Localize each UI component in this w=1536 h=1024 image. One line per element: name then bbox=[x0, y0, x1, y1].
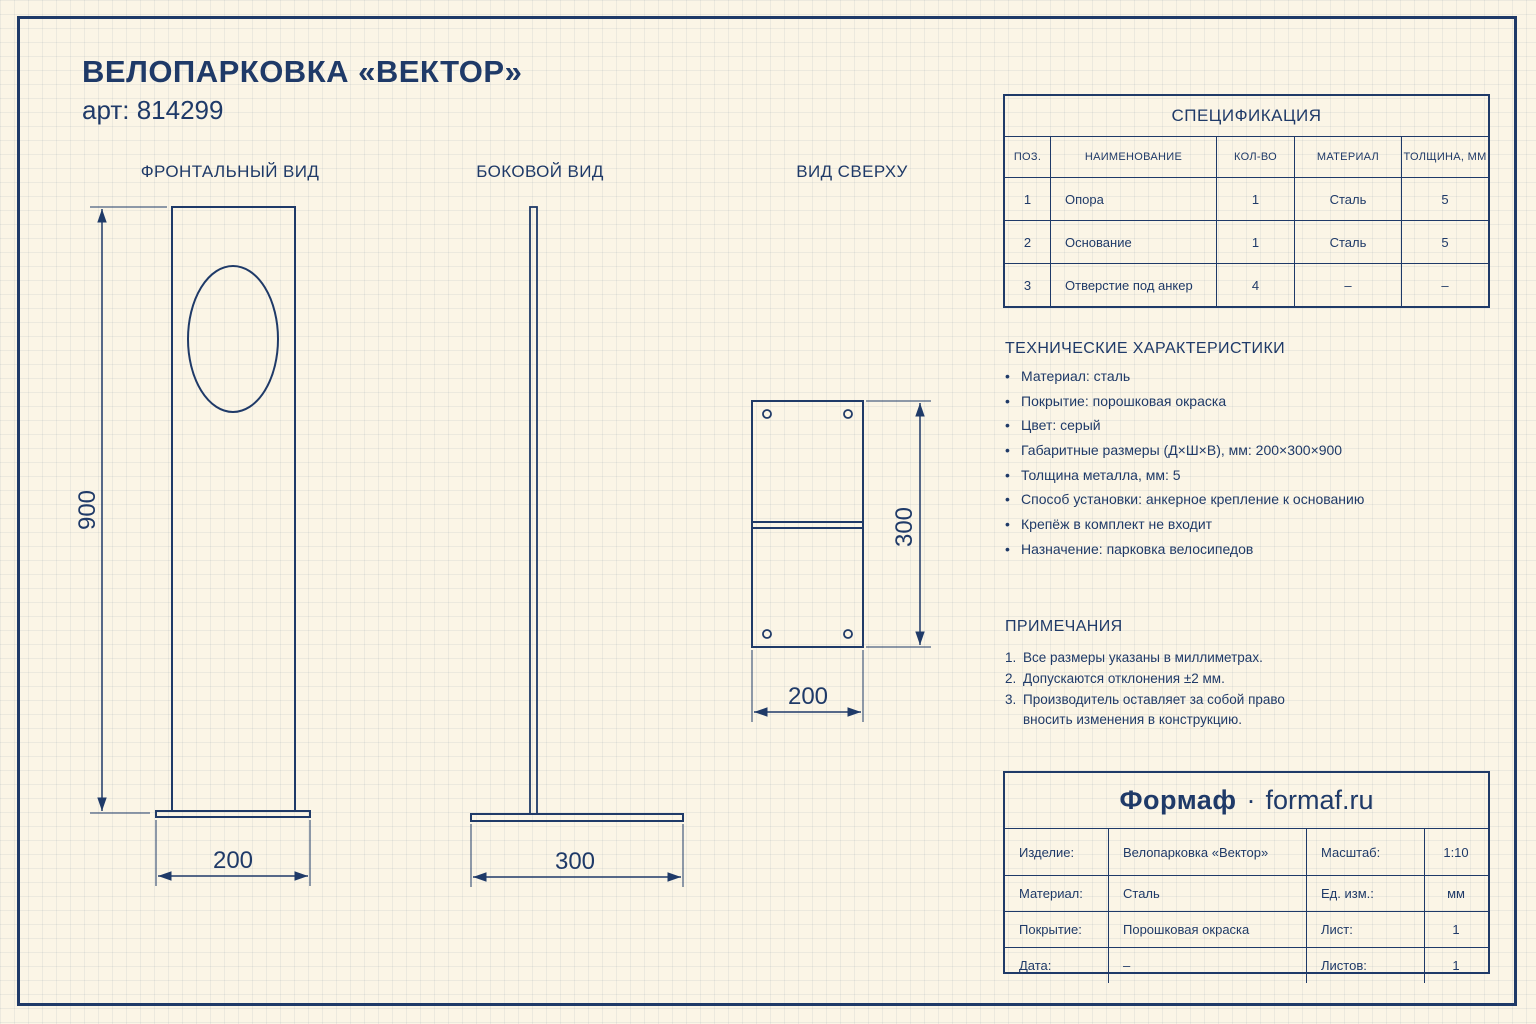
list-item: • Крепёж в комплект не входит bbox=[1005, 514, 1364, 539]
title-block-table bbox=[1005, 829, 1488, 983]
front-width-dimension: 200 bbox=[212, 847, 254, 874]
list-item: • Способ установки: анкерное крепление к основанию bbox=[1005, 489, 1364, 514]
notes-list bbox=[1005, 648, 1335, 731]
scale-value: 1:10 bbox=[1425, 829, 1489, 876]
specification-table bbox=[1003, 94, 1490, 308]
top-base-outline bbox=[752, 401, 863, 647]
table-row bbox=[1004, 178, 1489, 221]
table-row bbox=[1004, 221, 1489, 264]
article-number: арт: 814299 bbox=[82, 95, 224, 125]
note-text: Производитель оставляет за собой право вносить изменения в конструкцию. bbox=[1023, 692, 1285, 727]
front-base-plate bbox=[156, 811, 310, 817]
cell-thickness: 5 bbox=[1402, 178, 1490, 221]
side-depth-dimension: 300 bbox=[554, 848, 596, 875]
list-item bbox=[1005, 648, 1335, 668]
unit-value: мм bbox=[1425, 876, 1489, 912]
cell-qty: 1 bbox=[1217, 221, 1295, 264]
side-view bbox=[471, 207, 683, 887]
note-number: 1. bbox=[1005, 650, 1017, 665]
side-post-outline bbox=[530, 207, 537, 814]
product-value: Велопарковка «Вектор» bbox=[1109, 829, 1307, 876]
cell-material: – bbox=[1295, 264, 1402, 308]
coating-label: Покрытие: bbox=[1005, 912, 1109, 948]
anchor-hole bbox=[763, 410, 771, 418]
brand-name: Формаф bbox=[1119, 785, 1237, 815]
front-height-dimension: 900 bbox=[74, 489, 101, 531]
top-view bbox=[752, 401, 931, 722]
side-view-label: БОКОВОЙ ВИД bbox=[476, 162, 604, 181]
list-item: • Назначение: парковка велосипедов bbox=[1005, 539, 1364, 564]
note-text: Все размеры указаны в миллиметрах. bbox=[1023, 650, 1263, 665]
brand-site: formaf.ru bbox=[1265, 785, 1374, 815]
note-number: 2. bbox=[1005, 671, 1017, 686]
top-view-label: ВИД СВЕРХУ bbox=[796, 162, 908, 181]
front-view bbox=[74, 207, 310, 886]
column-header: ТОЛЩИНА, ММ bbox=[1402, 137, 1490, 178]
material-label: Материал: bbox=[1005, 876, 1109, 912]
front-post-outline bbox=[172, 207, 295, 811]
notes-heading: ПРИМЕЧАНИЯ bbox=[1005, 618, 1123, 635]
cell-name: Опора bbox=[1051, 178, 1217, 221]
cell-qty: 1 bbox=[1217, 178, 1295, 221]
note-text: Допускаются отклонения ±2 мм. bbox=[1023, 671, 1225, 686]
anchor-hole bbox=[763, 630, 771, 638]
list-item: • Покрытие: порошковая окраска bbox=[1005, 391, 1364, 416]
column-header: МАТЕРИАЛ bbox=[1295, 137, 1402, 178]
list-item bbox=[1005, 669, 1335, 689]
brand-separator: · bbox=[1246, 785, 1256, 815]
cell-qty: 4 bbox=[1217, 264, 1295, 308]
cell-pos: 3 bbox=[1004, 264, 1051, 308]
column-header: НАИМЕНОВАНИЕ bbox=[1051, 137, 1217, 178]
anchor-hole bbox=[844, 410, 852, 418]
product-label: Изделие: bbox=[1005, 829, 1109, 876]
scale-label: Масштаб: bbox=[1307, 829, 1425, 876]
cell-material: Сталь bbox=[1295, 221, 1402, 264]
date-label: Дата: bbox=[1005, 948, 1109, 984]
cell-thickness: 5 bbox=[1402, 221, 1490, 264]
sheets-value: 1 bbox=[1425, 948, 1489, 984]
list-item: • Материал: сталь bbox=[1005, 366, 1364, 391]
unit-label: Ед. изм.: bbox=[1307, 876, 1425, 912]
cell-name: Основание bbox=[1051, 221, 1217, 264]
cell-material: Сталь bbox=[1295, 178, 1402, 221]
drawing-title: ВЕЛОПАРКОВКА «ВЕКТОР» bbox=[82, 54, 523, 89]
side-base-plate bbox=[471, 814, 683, 821]
cell-pos: 2 bbox=[1004, 221, 1051, 264]
sheets-label: Листов: bbox=[1307, 948, 1425, 984]
list-item: • Габаритные размеры (Д×Ш×В), мм: 200×300×900 bbox=[1005, 440, 1364, 465]
list-item: • Толщина металла, мм: 5 bbox=[1005, 465, 1364, 490]
sheet-value: 1 bbox=[1425, 912, 1489, 948]
cell-name: Отверстие под анкер bbox=[1051, 264, 1217, 308]
title-block bbox=[1003, 771, 1490, 974]
note-number: 3. bbox=[1005, 692, 1017, 707]
column-header: КОЛ-ВО bbox=[1217, 137, 1295, 178]
coating-value: Порошковая окраска bbox=[1109, 912, 1307, 948]
cell-thickness: – bbox=[1402, 264, 1490, 308]
top-width-dimension: 200 bbox=[787, 683, 829, 710]
sheet-label: Лист: bbox=[1307, 912, 1425, 948]
anchor-hole bbox=[844, 630, 852, 638]
list-item bbox=[1005, 690, 1335, 730]
material-value: Сталь bbox=[1109, 876, 1307, 912]
characteristics-list bbox=[1005, 366, 1364, 564]
date-value: – bbox=[1109, 948, 1307, 984]
cell-pos: 1 bbox=[1004, 178, 1051, 221]
brand-line bbox=[1005, 773, 1488, 829]
list-item: • Цвет: серый bbox=[1005, 415, 1364, 440]
specification-caption: СПЕЦИФИКАЦИЯ bbox=[1004, 95, 1489, 137]
column-header: ПОЗ. bbox=[1004, 137, 1051, 178]
front-oval-cutout bbox=[188, 266, 278, 412]
front-view-label: ФРОНТАЛЬНЫЙ ВИД bbox=[140, 162, 320, 181]
characteristics-heading: ТЕХНИЧЕСКИЕ ХАРАКТЕРИСТИКИ bbox=[1005, 340, 1286, 357]
table-row bbox=[1004, 264, 1489, 308]
top-depth-dimension: 300 bbox=[891, 506, 918, 548]
